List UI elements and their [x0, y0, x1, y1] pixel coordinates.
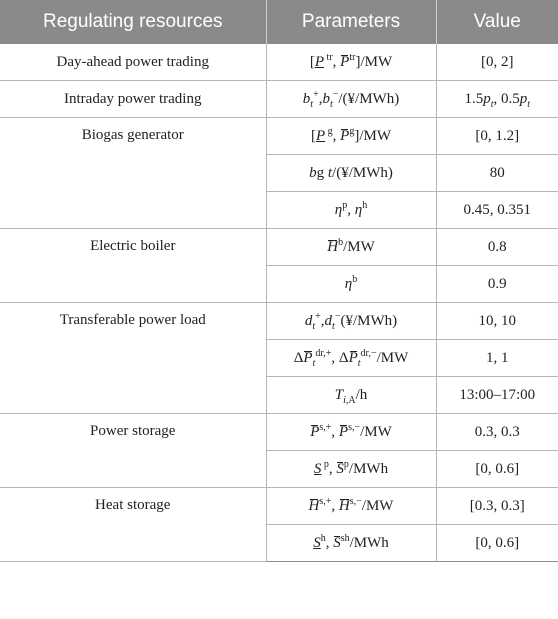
resource-heat-storage: Heat storage	[0, 488, 266, 562]
table-row	[0, 44, 558, 81]
param-boiler-eta: $\eta^b$	[266, 266, 436, 303]
table-row	[0, 414, 558, 451]
value-day-ahead: [0, 2]	[436, 44, 558, 81]
value-biogas-cost: 80	[436, 155, 558, 192]
param-power-storage-p: $P^{s,+}$, $P^{s,-}/MW$	[266, 414, 436, 451]
resource-transferable: Transferable power load	[0, 303, 266, 414]
value-transfer-t: 13:00–17:00	[436, 377, 558, 414]
param-power-storage-s: S $^p$, $S^p$/MWh	[266, 451, 436, 488]
value-biogas-eta: 0.45, 0.351	[436, 192, 558, 229]
param-transfer-dp: $\Delta P_t^{dr,+}$, $\Delta P_t^{dr,-}/MW$	[266, 340, 436, 377]
value-heat-storage-s: [0, 0.6]	[436, 525, 558, 562]
resource-power-storage: Power storage	[0, 414, 266, 488]
resource-boiler: Electric boiler	[0, 229, 266, 303]
table-header-row	[0, 0, 558, 44]
table-row	[0, 229, 558, 266]
table-row	[0, 303, 558, 340]
param-biogas-p: [P $^g$, $P^g]/MW$	[266, 118, 436, 155]
table-row	[0, 488, 558, 525]
unit-yuan-mwh: /(¥/MWh)	[338, 90, 400, 107]
param-biogas-cost: bg t/(¥/MWh)	[266, 155, 436, 192]
value-boiler-h: 0.8	[436, 229, 558, 266]
value-transfer-cost: 10, 10	[436, 303, 558, 340]
unit-mw: /MW	[360, 53, 393, 70]
param-biogas-eta: $\eta^p$, $\eta^h$	[266, 192, 436, 229]
header-parameters: Parameters	[266, 0, 436, 44]
value-power-storage-s: [0, 0.6]	[436, 451, 558, 488]
header-value: Value	[436, 0, 558, 44]
value-boiler-eta: 0.9	[436, 266, 558, 303]
table-row	[0, 118, 558, 155]
param-heat-storage-h: $H^{s,+}$, $H^{s,-}/MW$	[266, 488, 436, 525]
value-transfer-dp: 1, 1	[436, 340, 558, 377]
param-boiler-h: $H^b/MW$	[266, 229, 436, 266]
resource-biogas: Biogas generator	[0, 118, 266, 229]
value-biogas-p: [0, 1.2]	[436, 118, 558, 155]
resource-day-ahead: Day-ahead power trading	[0, 44, 266, 81]
resource-intraday: Intraday power trading	[0, 81, 266, 118]
value-heat-storage-h: [0.3, 0.3]	[436, 488, 558, 525]
param-heat-storage-s: $S^h$, $S^{sh}$/MWh	[266, 525, 436, 562]
param-transfer-cost: $d_t^+,d_t^-(¥/MWh)$	[266, 303, 436, 340]
param-day-ahead: [P $^{tr}$, $P^{tr}]/MW$	[266, 44, 436, 81]
param-intraday: $b_t^+,b_t^-/(¥/MWh)$	[266, 81, 436, 118]
header-resources: Regulating resources	[0, 0, 266, 44]
param-transfer-t: $T_{i,A}/h$	[266, 377, 436, 414]
value-intraday: $1.5p_t$, $0.5p_t$	[436, 81, 558, 118]
table-row	[0, 81, 558, 118]
value-power-storage-p: 0.3, 0.3	[436, 414, 558, 451]
